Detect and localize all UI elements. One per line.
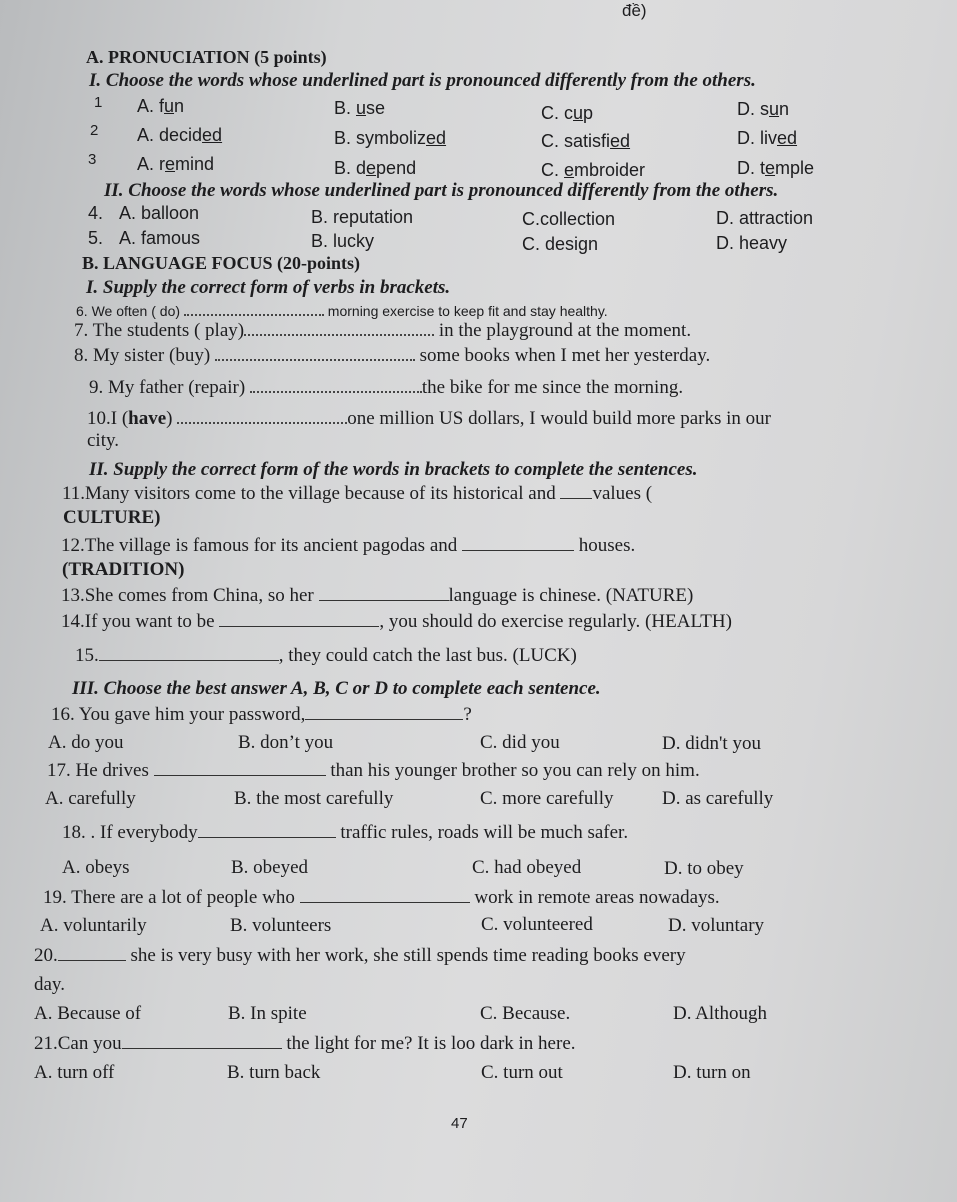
section-b-title: B. LANGUAGE FOCUS (20-points) (82, 253, 361, 273)
q5-option-a: A. famous (119, 228, 201, 248)
q15: 15. , they could catch the last bus. (LUCK) (75, 645, 577, 666)
q6: 6. We often ( do) morning exercise to keep fit and stay healthy. (76, 300, 608, 322)
q10: 10.I (have) one million US dollars, I would build more parks in our (87, 408, 771, 429)
q18-option-b: B. obeyed (231, 857, 309, 878)
q11-continued: CULTURE) (63, 507, 161, 528)
q4-option-c: C.collection (522, 209, 616, 229)
q20-option-a: A. Because of (34, 1003, 142, 1024)
q20-option-c: C. Because. (480, 1003, 571, 1024)
q2-option-d: D. lived (737, 128, 798, 148)
section-a-part2-instruction: II. Choose the words whose underlined part is pronounced differently from the others. (104, 180, 779, 201)
q2-option-b: B. symbolized (334, 128, 447, 148)
q19-option-a: A. voluntarily (40, 915, 147, 936)
q3-option-d: D. temple (737, 158, 815, 178)
q2-option-a: A. decided (137, 125, 223, 145)
q18-option-d: D. to obey (664, 858, 744, 879)
q4-option-d: D. attraction (716, 208, 814, 228)
q21-option-d: D. turn on (673, 1062, 751, 1083)
q19-option-b: B. volunteers (230, 915, 332, 936)
q18-option-c: C. had obeyed (472, 857, 582, 878)
q1-option-d: D. sun (737, 99, 790, 119)
q16-option-c: C. did you (480, 732, 560, 753)
q14: 14.If you want to be , you should do exercise regularly. (HEALTH) (61, 611, 732, 632)
q5-option-c: C. design (522, 234, 599, 254)
q11: 11.Many visitors come to the village because of its historical and values ( (62, 483, 653, 504)
q17-option-d: D. as carefully (662, 788, 774, 809)
section-a-part1-instruction: I. Choose the words whose underlined part is pronounced differently from the others. (89, 70, 756, 91)
section-a-title: A. PRONUCIATION (5 points) (86, 47, 327, 67)
q20-option-d: D. Although (673, 1003, 767, 1024)
q18-option-a: A. obeys (62, 857, 130, 878)
q1-option-b: B. use (334, 98, 386, 118)
q17-option-b: B. the most carefully (234, 788, 394, 809)
q1-option-c: C. cup (541, 103, 594, 123)
q17-option-a: A. carefully (45, 788, 136, 809)
q18: 18. . If everybody traffic rules, roads will be much safer. (62, 822, 629, 843)
q21-option-b: B. turn back (227, 1062, 321, 1083)
q5-number: 5. (88, 228, 104, 248)
q16-option-a: A. do you (48, 732, 124, 753)
q10-continued: city. (87, 430, 120, 451)
q20: 20. she is very busy with her work, she still spends time reading books every (34, 945, 686, 966)
q8: 8. My sister (buy) some books when I met her yesterday. (74, 345, 711, 366)
q5-option-b: B. lucky (311, 231, 375, 251)
q16-option-b: B. don’t you (238, 732, 334, 753)
q3-option-b: B. depend (334, 158, 417, 178)
page-number: 47 (451, 1115, 468, 1132)
q2-option-c: C. satisfied (541, 131, 631, 151)
section-b-part3-instruction: III. Choose the best answer A, B, C or D to complete each sentence. (72, 678, 601, 699)
header-fragment: đề) (622, 1, 647, 20)
q21-option-a: A. turn off (34, 1062, 115, 1083)
q19-option-d: D. voluntary (668, 915, 765, 936)
q17: 17. He drives than his younger brother so you can rely on him. (47, 760, 700, 781)
q9: 9. My father (repair) the bike for me since the morning. (89, 377, 684, 398)
q12-continued: (TRADITION) (62, 559, 185, 580)
q13: 13.She comes from China, so her language is chinese. (NATURE) (61, 585, 694, 606)
q1-option-a: A. fun (137, 96, 185, 116)
q2-number: 2 (90, 122, 99, 139)
q16-option-d: D. didn't you (662, 733, 761, 754)
q5-option-d: D. heavy (716, 233, 788, 253)
q16: 16. You gave him your password, ? (51, 704, 472, 725)
q21-option-c: C. turn out (481, 1062, 563, 1083)
section-b-part1-instruction: I. Supply the correct form of verbs in brackets. (86, 277, 451, 298)
q3-number: 3 (88, 151, 97, 168)
q12: 12.The village is famous for its ancient pagodas and houses. (61, 535, 636, 556)
q19: 19. There are a lot of people who work in remote areas nowadays. (43, 887, 720, 908)
q21: 21.Can you the light for me? It is loo dark in here. (34, 1033, 576, 1054)
q3-option-a: A. remind (137, 154, 215, 174)
q1-number: 1 (94, 94, 103, 111)
q19-option-c: C. volunteered (481, 914, 593, 935)
q20-option-b: B. In spite (228, 1003, 307, 1024)
q4-number: 4. (88, 203, 104, 223)
q17-option-c: C. more carefully (480, 788, 614, 809)
q3-option-c: C. embroider (541, 160, 646, 180)
q7: 7. The students ( play) in the playground at the moment. (74, 320, 692, 341)
q20-continued: day. (34, 974, 65, 995)
q4-option-a: A. balloon (119, 203, 200, 223)
q4-option-b: B. reputation (311, 207, 414, 227)
section-b-part2-instruction: II. Supply the correct form of the words in brackets to complete the sentences. (89, 459, 698, 480)
